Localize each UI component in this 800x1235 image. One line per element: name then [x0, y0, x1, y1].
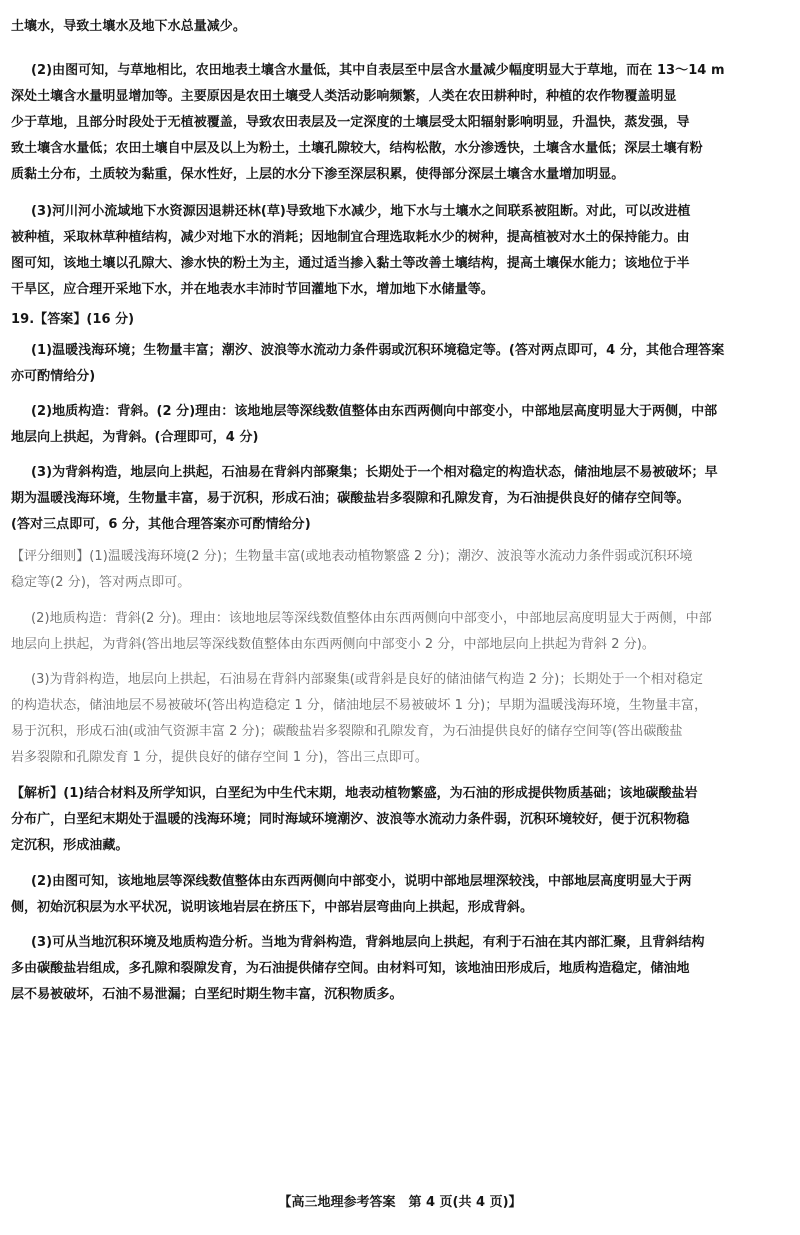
q19-rubric-3: 岩多裂隙和孔隙发育 1 分，提供良好的储存空间 1 分)，答出三点即可。: [11, 750, 428, 765]
q19-explanation-1: 分布广，白垩纪末期处于温暖的浅海环境；同时海域环境潮汐、波浪等水流动力条件弱，沉积环境较好，便于沉积物稳: [11, 812, 690, 827]
q18-p2-line: 质黏土分布，土质较为黏重，保水性好，上层的水分下渗至深层积累，使得部分深层土壤含水量增加明显。: [11, 167, 625, 182]
q18-p2-line: 致土壤含水量低；农田土壤自中层及以上为粉土，土壤孔隙较大，结构松散，水分渗透快，土壤含水量低；深层土壤有粉: [11, 141, 703, 156]
q18-p1-line: 土壤水，导致土壤水及地下水总量减少。: [11, 19, 246, 34]
q19-rubric-3: 的构造状态，储油地层不易被破坏(答出构造稳定 1 分，储油地层不易被破坏 1 分)；早期为温暖浅海环境，生物量丰富，: [11, 698, 708, 713]
q19-rubric-3: (3)为背斜构造，地层向上拱起，石油易在背斜内部聚集(或背斜是良好的储油储气构造 2 分)；长期处于一个相对稳定: [31, 672, 703, 687]
q19-explanation-3: (3)可从当地沉积环境及地质构造分析。当地为背斜构造，背斜地层向上拱起，有利于石油在其内部汇聚，且背斜结构: [31, 935, 705, 950]
q18-p3-line: (3)河川河小流域地下水资源因退耕还林(草)导致地下水减少，地下水与土壤水之间联系被阻断。对此，可以改进植: [31, 204, 691, 219]
q19-answer-3: (3)为背斜构造，地层向上拱起，石油易在背斜内部聚集；长期处于一个相对稳定的构造状态，储油地层不易被破坏；早: [31, 465, 718, 480]
q19-explanation-1: 【解析】(1)结合材料及所学知识，白垩纪为中生代末期，地表动植物繁盛，为石油的形成提供物质基础；该地碳酸盐岩: [11, 786, 698, 801]
page-footer: 【高三地理参考答案 第 4 页(共 4 页)】: [278, 1195, 522, 1210]
q18-p2-line: (2)由图可知，与草地相比，农田地表土壤含水量低，其中自表层至中层含水量减少幅度明显大于草地，而在 13～14 m: [31, 63, 725, 78]
q19-rubric-1: 稳定等(2 分)，答对两点即可。: [11, 575, 191, 590]
q18-p2-line: 少于草地，且部分时段处于无植被覆盖，导致农田表层及一定深度的土壤层受太阳辐射影响明显，升温快，蒸发强，导: [11, 115, 690, 130]
q19-answer-3: (答对三点即可，6 分，其他合理答案亦可酌情给分): [11, 517, 311, 532]
q19-header: 19.【答案】(16 分): [11, 312, 135, 327]
q18-p2-line: 深处土壤含水量明显增加等。主要原因是农田土壤受人类活动影响频繁，人类在农田耕种时，种植的农作物覆盖明显: [11, 89, 677, 104]
q19-answer-2: (2)地质构造：背斜。(2 分)理由：该地地层等深线数值整体由东西两侧向中部变小，中部地层高度明显大于两侧，中部: [31, 404, 718, 419]
q18-p3-line: 图可知，该地土壤以孔隙大、渗水快的粉土为主，通过适当掺入黏土等改善土壤结构，提高土壤保水能力；该地位于半: [11, 256, 690, 271]
q19-rubric-2: 地层向上拱起，为背斜(答出地层等深线数值整体由东西两侧向中部变小 2 分，中部地层向上拱起为背斜 2 分)。: [11, 637, 655, 652]
q19-rubric-2: (2)地质构造：背斜(2 分)。理由：该地地层等深线数值整体由东西两侧向中部变小，中部地层高度明显大于两侧，中部: [31, 611, 712, 626]
q19-answer-1: 亦可酌情给分): [11, 369, 96, 384]
q19-rubric-1: 【评分细则】(1)温暖浅海环境(2 分)；生物量丰富(或地表动植物繁盛 2 分)；潮汐、波浪等水流动力条件弱或沉积环境: [11, 549, 693, 564]
q19-explanation-2: 侧，初始沉积层为水平状况，说明该地岩层在挤压下，中部岩层弯曲向上拱起，形成背斜。: [11, 900, 534, 915]
q18-p3-line: 干旱区，应合理开采地下水，并在地表水丰沛时节回灌地下水，增加地下水储量等。: [11, 282, 494, 297]
q19-explanation-2: (2)由图可知，该地地层等深线数值整体由东西两侧向中部变小，说明中部地层埋深较浅，中部地层高度明显大于两: [31, 874, 692, 889]
q19-explanation-3: 多由碳酸盐岩组成，多孔隙和裂隙发育，为石油提供储存空间。由材料可知，该地油田形成后，地质构造稳定，储油地: [11, 961, 690, 976]
q19-rubric-3: 易于沉积，形成石油(或油气资源丰富 2 分)；碳酸盐岩多裂隙和孔隙发育，为石油提供良好的储存空间等(答出碳酸盐: [11, 724, 683, 739]
q19-answer-3: 期为温暖浅海环境，生物量丰富，易于沉积，形成石油；碳酸盐岩多裂隙和孔隙发育，为石油提供良好的储存空间等。: [11, 491, 690, 506]
q19-explanation-1: 定沉积，形成油藏。: [11, 838, 129, 853]
q19-answer-2: 地层向上拱起，为背斜。(合理即可，4 分): [11, 430, 259, 445]
q19-answer-1: (1)温暖浅海环境；生物量丰富；潮汐、波浪等水流动力条件弱或沉积环境稳定等。(答对两点即可，4 分，其他合理答案: [31, 343, 725, 358]
q18-p3-line: 被种植，采取林草种植结构，减少对地下水的消耗；因地制宜合理选取耗水少的树种，提高植被对水土的保持能力。由: [11, 230, 690, 245]
q19-explanation-3: 层不易被破坏，石油不易泄漏；白垩纪时期生物丰富，沉积物质多。: [11, 987, 403, 1002]
